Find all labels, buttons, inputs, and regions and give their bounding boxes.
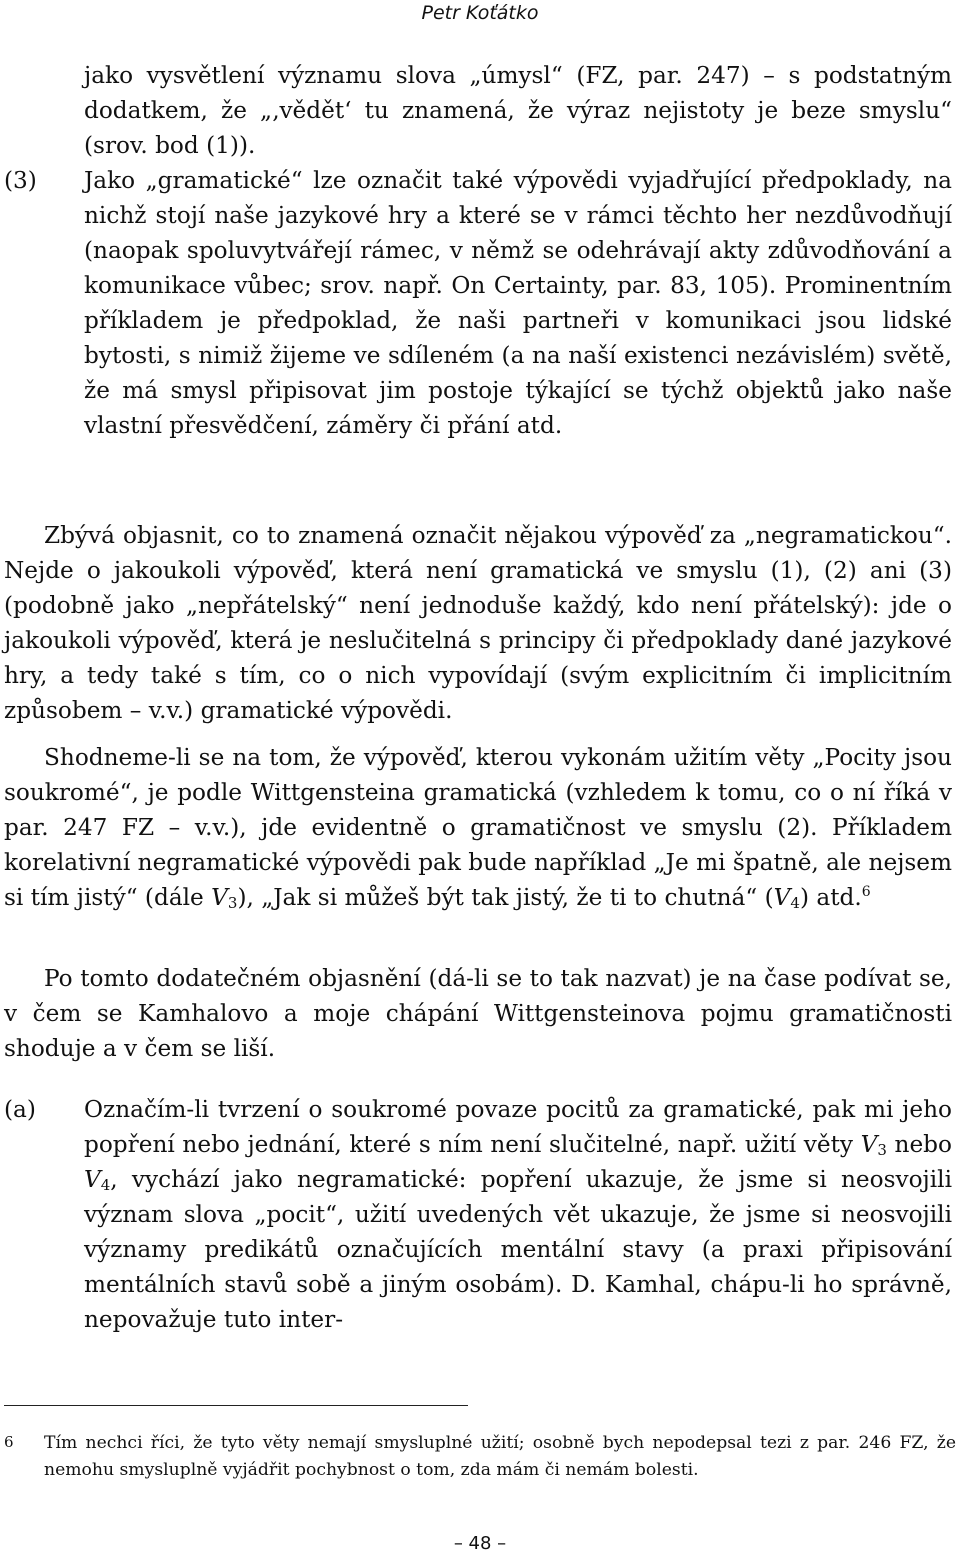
- item-3-part1: Jako „gramatické“ lze označit také výpovědi vyjadřující předpoklady, na nichž stojí naše jazykové hry a které se v rámci těchto her nezdůvodňují (naopak spoluvytvářejí rámec, v němž se odehrávají akty zdůvodňování a komunikace vůbec; srov. např. On Certainty, par. 83, 105).: [84, 167, 952, 299]
- variable-v3-letter: V: [211, 884, 228, 911]
- paragraph-2-part3: ) atd.: [799, 884, 862, 911]
- paragraph-negramatickou: [4, 518, 952, 728]
- item-3-marker: (3): [4, 167, 37, 194]
- footnote-text: Tím nechci říci, že tyto věty nemají smysluplné užití; osobně bych nepodepsal tezi z par. 246 FZ, že nemohu smysluplně vyjádřit pochybnost o tom, zda mám či nemám bolesti.: [44, 1433, 956, 1480]
- item-3-part2: Prominentním příkladem je předpoklad, že naši partneři v komunikaci jsou lidské bytosti, s nimiž žijeme ve sdíleném (a na naší existenci nezávislém) světě, že má smysl připisovat jim postoje týkající se týchž objektů jako naše vlastní přesvědčení, záměry či přání atd.: [84, 272, 952, 439]
- variable-v3-subscript: 3: [877, 1141, 887, 1159]
- variable-v3-subscript: 3: [227, 894, 238, 912]
- running-head-author: Petr Koťátko: [421, 2, 539, 24]
- paragraph-1-part2: Nejde o jakoukoli výpověď, která není gramatická ve smyslu (1), (2) ani (3) (podobně jako „nepřátelský“ není jednoduše každý, kdo není přátelský): jde o jakoukoli výpověď, která je neslučitelná s principy či předpoklady dané jazykové hry, a tedy také s tím, co o nich vypovídají (svým explicitním či implicitním způsobem – v.v.) gramatické výpovědi.: [4, 557, 952, 724]
- item-a-part2: , vychází jako negramatické: popření ukazuje, že jsme si neosvojili význam slova „pocit“, užití uvedených vět ukazuje, že jsme si neosvojili významy predikátů označujících mentální stavy (a praxi připisování mentálních stavů sobě a jiným osobám). D. Kamhal, chápu-li ho správně, nepovažuje tuto inter-: [84, 1166, 952, 1333]
- paragraph-objasneni: Po tomto dodatečném objasnění (dá-li se to tak nazvat) je na čase podívat se, v čem se Kamhalovo a moje chápání Wittgensteinova pojmu gramatičnosti shoduje a v čem se liší.: [4, 965, 952, 1062]
- item-a-text: [84, 1092, 952, 1337]
- footnote-reference[interactable]: 6: [861, 884, 871, 900]
- footnote-number: 6: [4, 1433, 14, 1451]
- paragraph-2-part2: ), „Jak si můžeš být tak jistý, že ti to chutná“ (: [237, 884, 774, 911]
- item-3-text: [84, 163, 952, 443]
- footnote-separator: [4, 1405, 468, 1406]
- variable-v3-letter: V: [860, 1131, 878, 1158]
- variable-v4-letter: V: [84, 1166, 101, 1193]
- variable-v4-subscript: 4: [790, 894, 800, 912]
- variable-v4-subscript: 4: [100, 1176, 111, 1194]
- variable-v4-letter: V: [773, 884, 791, 911]
- page-header: [0, 0, 960, 40]
- item-a-nebo: nebo: [886, 1131, 952, 1158]
- paragraph-1-part1: Zbývá objasnit, co to znamená označit nějakou výpověď za „negramatickou“.: [44, 522, 952, 549]
- paragraph-2-part1: Shodneme-li se na tom, že výpověď, kterou vykonám užitím věty „Pocity jsou soukromé“, je podle Wittgensteina gramatická (vzhledem k tomu, co o ní říká v par. 247 FZ – v.v.), jde evidentně o gramatičnost ve smyslu (2). Příkladem korelativní negramatické výpovědi pak bude například „Je mi špatně, ale nejsem si tím jistý“ (dále: [4, 744, 952, 911]
- continuation-paragraph: jako vysvětlení významu slova „úmysl“ (FZ, par. 247) – s podstatným dodatkem, že „‚vědět‘ tu znamená, že výraz nejistoty je beze smyslu“ (srov. bod (1)).: [84, 62, 952, 159]
- page-number: – 48 –: [453, 1533, 507, 1554]
- item-a-part1: Označím-li tvrzení o soukromé povaze pocitů za gramatické, pak mi jeho popření nebo jednání, které s ním není slučitelné, např. užití věty: [84, 1096, 952, 1158]
- item-a-marker: (a): [4, 1096, 36, 1123]
- paragraph-pocity: [4, 740, 952, 915]
